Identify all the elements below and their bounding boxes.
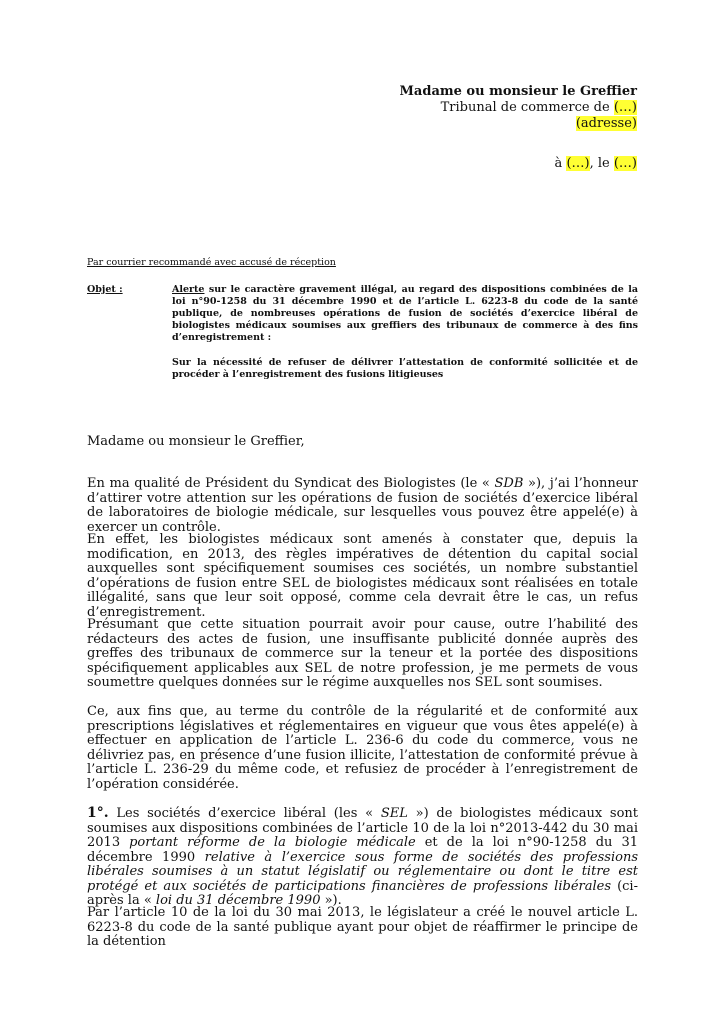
place-date-line [437, 156, 637, 172]
p1-text-b: »), j’ai l’honneur d’attirer votre attention sur les opérations de fusion de sociétés d’exercice libéral de laboratoires de biologie médicale, sur lesquelles vous pouvez être appelé(e) à exercer un contrôle. [87, 476, 639, 535]
p5-italic-1: portant réforme de la biologie médicale [129, 835, 416, 850]
p5-text-d: (ci-après la « [87, 878, 638, 908]
paragraph-5 [87, 806, 638, 909]
court-placeholder: (…) [613, 100, 637, 115]
paragraph-2: En effet, les biologistes médicaux sont amenés à constater que, depuis la modification, en 2013, des règles impératives de détention du capital social auxquelles sont spécifiquement soumises ces sociétés, un nombre substantiel d’opérations de fusion entre SEL de biologistes médicaux sont réalisées en totale illégalité, sans que leur soit opposé, comme cela devrait être le cas, un refus d’enregistrement. [87, 532, 638, 620]
recipient-name: Madame ou monsieur le Greffier [399, 84, 637, 99]
paragraph-6: Par l’article 10 de la loi du 30 mai 2013, le législateur a créé le nouvel article L. 6223-8 du code de la santé publique ayant pour objet de réaffirmer le principe de la détention [87, 905, 638, 949]
p5-text-a: Les sociétés d’exercice libéral (les « [108, 806, 381, 821]
object-label: Objet : [87, 284, 123, 295]
delivery-note: Par courrier recommandé avec accusé de réception [87, 257, 336, 268]
object-line-1-text: sur le caractère gravement illégal, au regard des dispositions combinées de la loi n°90-1258 du 31 décembre 1990 et de l’article L. 6223-8 du code de la santé publique, de nombreuses opérations de fusion de sociétés d’exercice libéral de biologistes médicaux soumises aux greffiers des tribunaux de commerce à des fins d’enregistrement : [172, 284, 638, 343]
alerte-word: Alerte [172, 284, 205, 295]
section-number: 1°. [87, 805, 109, 821]
place-placeholder: (…) [566, 156, 590, 171]
p5-sel: SEL [380, 806, 408, 821]
address-placeholder: (adresse) [575, 116, 637, 131]
p5-italic-2: relative à l’exercice sous forme de sociétés des professions libérales soumises à un statut législatif ou réglementaire ou dont le titre est protégé et aux sociétés de participations financières de professions libérales [87, 849, 638, 894]
court-prefix: Tribunal de commerce de [440, 100, 614, 115]
object-line-1 [172, 284, 638, 344]
p5-text-e: »). [320, 893, 342, 908]
recipient-block [317, 84, 637, 132]
place-prefix: à [554, 156, 567, 171]
salutation: Madame ou monsieur le Greffier, [87, 434, 305, 449]
p1-sdb: SDB [494, 476, 524, 491]
p1-text-a: En ma qualité de Président du Syndicat des Biologistes (le « [87, 476, 495, 491]
p5-text-c: et de la loi n°90-1258 du 31 décembre 1990 [87, 835, 638, 865]
paragraph-1 [87, 477, 638, 535]
paragraph-3: Présumant que cette situation pourrait avoir pour cause, outre l’habilité des rédacteurs des actes de fusion, une insuffisante publicité donnée auprès des greffes des tribunaux de commerce sur la teneur et la portée des dispositions spécifiquement applicables aux SEL de notre profession, je me permets de vous soumettre quelques données sur le régime auxquelles nos SEL sont soumises. [87, 617, 638, 690]
date-middle: , le [589, 156, 614, 171]
p5-text-b: ») de biologistes médicaux sont soumises aux dispositions combinées de l’article 10 de la loi n°2013-442 du 30 mai 2013 [87, 806, 638, 850]
recipient-court [317, 100, 637, 116]
p5-italic-3: loi du 31 décembre 1990 [155, 893, 321, 908]
object-body [172, 284, 638, 381]
object-line-2: Sur la nécessité de refuser de délivrer l’attestation de conformité sollicitée et de procéder à l’enregistrement des fusions litigieuses [172, 357, 638, 380]
date-placeholder: (…) [613, 156, 637, 171]
paragraph-4: Ce, aux fins que, au terme du contrôle de la régularité et de conformité aux prescriptions législatives et réglementaires en vigueur que vous êtes appelé(e) à effectuer en application de l’article L. 236-6 du code du commerce, vous ne délivriez pas, en présence d’une fusion illicite, l’attestation de conformité prévue à l’article L. 236-29 du même code, et refusiez de procéder à l’enregistrement de l’opération considérée. [87, 704, 638, 792]
